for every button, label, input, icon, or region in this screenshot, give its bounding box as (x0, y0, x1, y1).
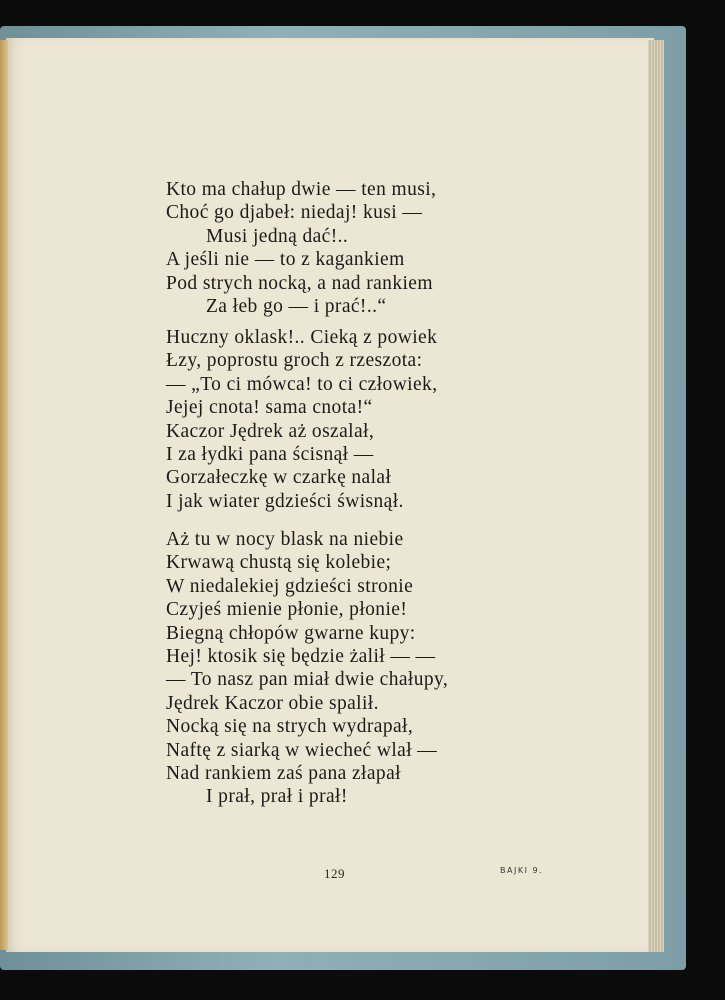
poem-line: — To nasz pan miał dwie chałupy, (166, 669, 449, 691)
poem-line: Krwawą chustą się kolebie; (166, 552, 392, 574)
poem-line: Pod strych nocką, a nad rankiem (166, 272, 433, 294)
stanza-3 (166, 528, 448, 809)
poem-line: Huczny oklask!.. Cieką z powiek (166, 327, 438, 348)
poem-line: Aż tu w nocy blask na niebie (166, 529, 404, 550)
book-page (6, 38, 654, 952)
stanza-1 (166, 178, 436, 318)
poem-line: Biegną chłopów gwarne kupy: (166, 622, 416, 644)
poem-line: I za łydki pana ścisnął — (166, 443, 374, 465)
poem-line: A jeśli nie — to z kagankiem (166, 249, 405, 271)
stanza-2 (166, 326, 437, 513)
poem-line: Jędrek Kaczor obie spalił. (166, 692, 379, 714)
page-number: 129 (324, 866, 345, 881)
page-edges (648, 40, 664, 952)
poem-line: Choć go djabeł: niedaj! kusi — (166, 202, 423, 224)
poem-line: Gorzałeczkę w czarkę nalał (166, 467, 392, 489)
poem-line: Czyjeś mienie płonie, płonie! (166, 599, 408, 621)
poem-line: Jejej cnota! sama cnota!“ (166, 397, 373, 419)
poem-line: Hej! ktosik się będzie żalił — — (166, 645, 436, 667)
poem-line: Łzy, poprostu groch z rzeszota: (166, 350, 423, 372)
poem-line: Nocką się na strych wydrapał, (166, 716, 414, 738)
poem-line: Kto ma chałup dwie — ten musi, (166, 179, 437, 200)
poem-line: — „To ci mówca! to ci człowiek, (166, 373, 438, 395)
page-gutter (0, 40, 8, 950)
poem-line: I jak wiater gdzieści świsnął. (166, 490, 404, 512)
poem-line: Musi jedną dać!.. (206, 225, 349, 247)
poem-line: I prał, prał i prał! (206, 786, 348, 808)
poem-line: Naftę z siarką w wiecheć wlał — (166, 739, 438, 761)
poem-line: W niedalekiej gdzieści stronie (166, 575, 414, 597)
poem-line: Kaczor Jędrek aż oszalał, (166, 420, 375, 442)
poem-line: Nad rankiem zaś pana złapał (166, 762, 401, 784)
poem-line: Za łeb go — i prać!..“ (206, 295, 387, 317)
printer-signature: BAJKI 9. (500, 866, 544, 875)
